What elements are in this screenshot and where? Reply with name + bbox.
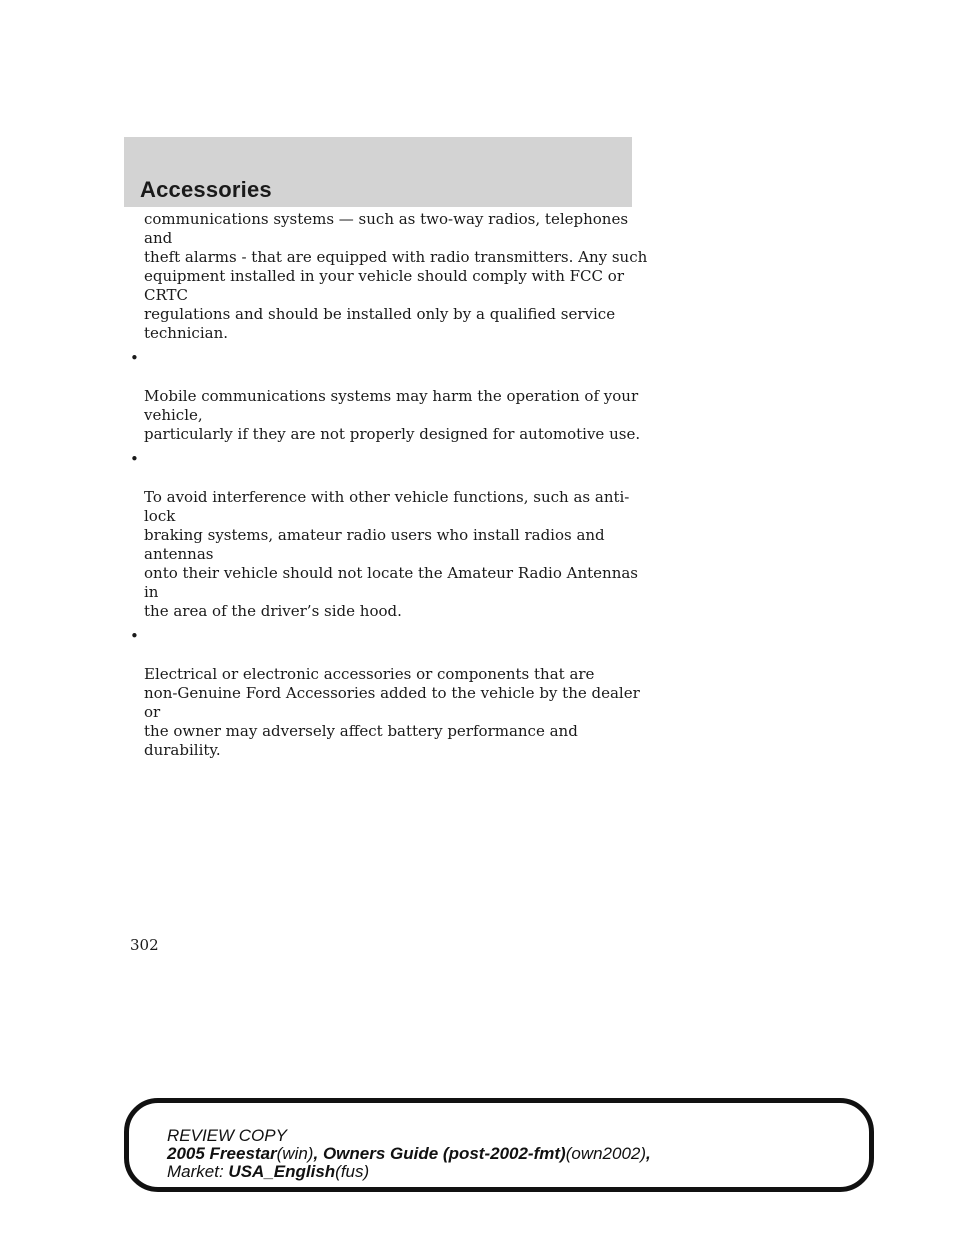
footer-market-line: Market: USA_English(fus)	[167, 1162, 370, 1181]
footer-text	[167, 1127, 651, 1181]
list-item	[130, 450, 650, 621]
footer-publication-line: 2005 Freestar(win), Owners Guide (post-2002-fmt)(own2002),	[167, 1144, 651, 1163]
bullet-icon: •	[130, 349, 139, 367]
bullet-list	[130, 349, 650, 760]
section-header-band	[124, 137, 632, 207]
body-text	[130, 210, 650, 760]
bullet-icon: •	[130, 627, 139, 645]
bullet-icon: •	[130, 450, 139, 468]
section-title: Accessories	[140, 177, 272, 202]
page-number: 302	[130, 936, 159, 954]
review-copy-footer	[124, 1098, 874, 1192]
continuation-paragraph: communications systems — such as two-way radios, telephones and theft alarms - that are equipped with radio transmitters. Any such equipment installed in your vehicle should comply with FCC or CRTC regulations and should be installed only by a qualified service technician.	[144, 210, 648, 342]
list-item-text: Electrical or electronic accessories or components that are non-Genuine Ford Accessories added to the vehicle by the dealer or the owner may adversely affect battery performance and durability.	[144, 665, 640, 759]
list-item-text: Mobile communications systems may harm the operation of your vehicle, particularly if they are not properly designed for automotive use.	[144, 387, 641, 443]
footer-review-copy: REVIEW COPY	[167, 1126, 287, 1145]
list-item	[130, 627, 650, 760]
list-item-text: To avoid interference with other vehicle functions, such as anti-lock braking systems, amateur radio users who install radios and antennas onto their vehicle should not locate the Amateur Radio Antennas in the area of the driver’s side hood.	[144, 488, 638, 620]
list-item	[130, 349, 650, 444]
